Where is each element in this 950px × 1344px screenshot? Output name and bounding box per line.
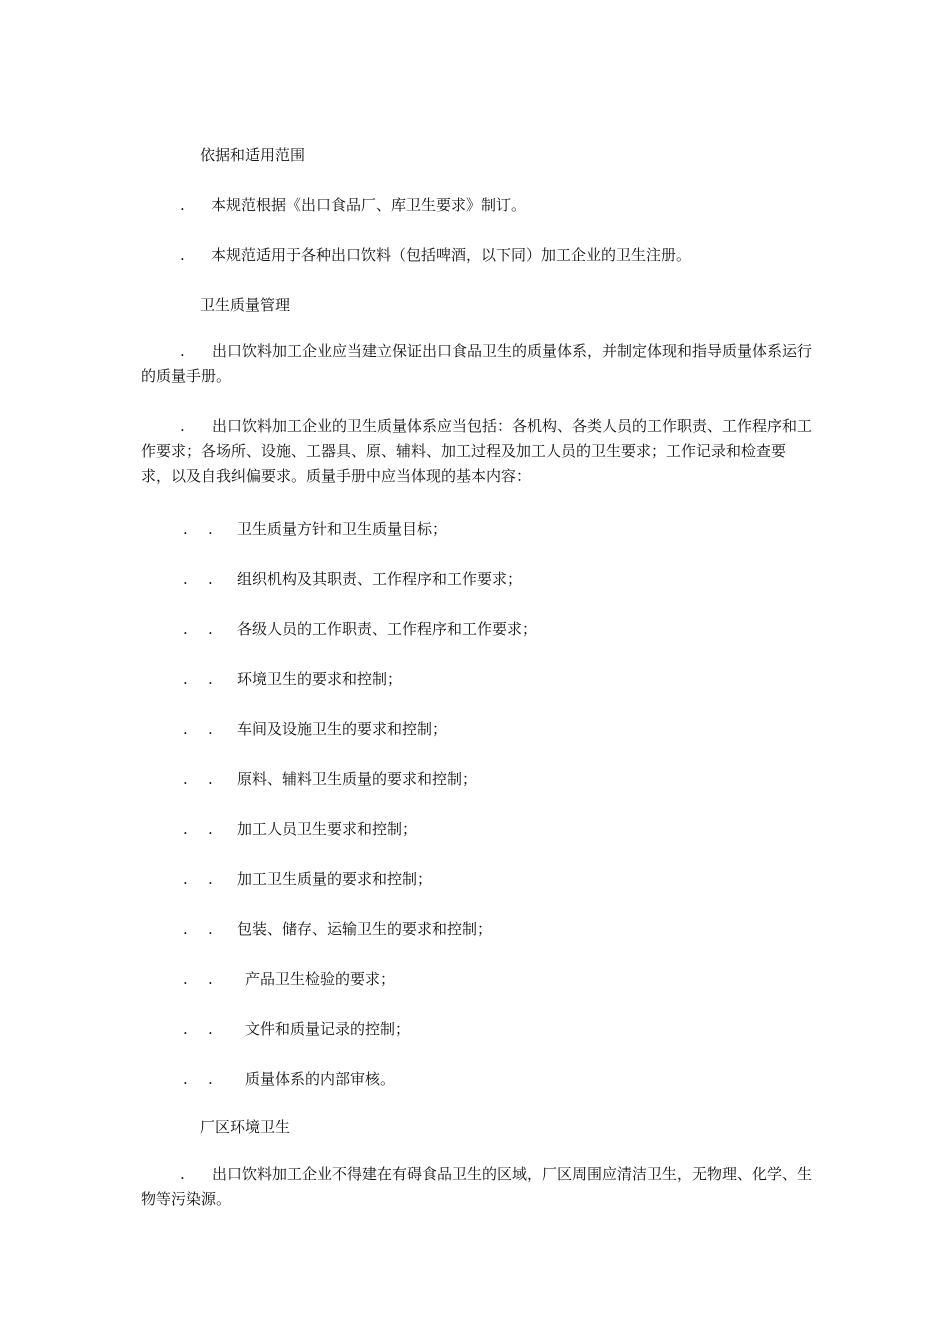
list-item [183, 618, 537, 639]
list-item [183, 568, 522, 589]
list-item [183, 1018, 410, 1039]
clause-plant-location [141, 1162, 813, 1212]
list-item-text: 包装、储存、运输卫生的要求和控制； [237, 920, 493, 938]
list-marker: . [183, 520, 188, 538]
list-item [183, 718, 447, 739]
list-item [183, 818, 417, 839]
clause-text: 出口饮料加工企业的卫生质量体系应当包括：各机构、各类人员的工作职责、工作程序和工作要求；各场所、设施、工器具、原、辅料、加工过程及加工人员的卫生要求；工作记录和检查要求，以及自我纠偏要求。质量手册中应当体现的基本内容： [141, 417, 813, 485]
list-marker: . [208, 1020, 213, 1038]
list-item-text: 卫生质量方针和卫生质量目标； [237, 520, 448, 538]
list-item [183, 918, 492, 939]
clause-scope [180, 244, 691, 265]
list-marker: . [208, 920, 213, 938]
list-item-text: 车间及设施卫生的要求和控制； [237, 720, 448, 738]
list-item [183, 868, 432, 889]
list-item [183, 1068, 395, 1089]
list-marker: . [208, 1070, 213, 1088]
clause-text: 本规范根据《出口食品厂、库卫生要求》制订。 [211, 196, 527, 214]
clause-text: 出口饮料加工企业应当建立保证出口食品卫生的质量体系，并制定体现和指导质量体系运行的质量手册。 [141, 342, 813, 385]
list-marker: . [208, 620, 213, 638]
list-marker: . [183, 1070, 188, 1088]
list-item-text: 各级人员的工作职责、工作程序和工作要求； [237, 620, 538, 638]
list-marker: . [183, 820, 188, 838]
list-item-text: 加工人员卫生要求和控制； [237, 820, 418, 838]
list-marker: . [183, 620, 188, 638]
list-item-text: 文件和质量记录的控制； [245, 1020, 411, 1038]
clause-quality-system [141, 339, 813, 389]
section-heading-quality-management: 卫生质量管理 [200, 296, 291, 314]
clause-marker: . [180, 342, 185, 360]
clause-basis [180, 194, 526, 215]
list-item-text: 产品卫生检验的要求； [245, 970, 396, 988]
list-marker: . [183, 870, 188, 888]
list-item-text: 组织机构及其职责、工作程序和工作要求； [237, 570, 523, 588]
list-item [183, 518, 447, 539]
list-marker: . [183, 570, 188, 588]
list-marker: . [208, 520, 213, 538]
clause-text: 出口饮料加工企业不得建在有碍食品卫生的区域，厂区周围应清洁卫生，无物理、化学、生物等污染源。 [141, 1165, 813, 1208]
list-marker: . [183, 970, 188, 988]
list-marker: . [208, 970, 213, 988]
section-heading-basis-scope: 依据和适用范围 [200, 146, 306, 164]
list-marker: . [208, 770, 213, 788]
clause-text: 本规范适用于各种出口饮料（包括啤酒，以下同）加工企业的卫生注册。 [211, 246, 692, 264]
list-item-text: 质量体系的内部审核。 [245, 1070, 396, 1088]
clause-marker: . [180, 1165, 185, 1183]
clause-quality-manual-contents [141, 414, 813, 489]
clause-marker: . [180, 417, 185, 435]
clause-marker: . [180, 196, 185, 214]
list-marker: . [183, 670, 188, 688]
list-marker: . [208, 670, 213, 688]
list-marker: . [208, 870, 213, 888]
list-marker: . [208, 570, 213, 588]
list-marker: . [208, 720, 213, 738]
list-marker: . [208, 820, 213, 838]
list-item-text: 原料、辅料卫生质量的要求和控制； [237, 770, 478, 788]
list-item-text: 加工卫生质量的要求和控制； [237, 870, 433, 888]
list-item [183, 768, 477, 789]
list-item [183, 668, 402, 689]
list-item [183, 968, 395, 989]
clause-marker: . [180, 246, 185, 264]
list-item-text: 环境卫生的要求和控制； [237, 670, 403, 688]
list-marker: . [183, 920, 188, 938]
list-marker: . [183, 720, 188, 738]
list-marker: . [183, 1020, 188, 1038]
list-marker: . [183, 770, 188, 788]
section-heading-plant-environment: 厂区环境卫生 [200, 1118, 291, 1136]
